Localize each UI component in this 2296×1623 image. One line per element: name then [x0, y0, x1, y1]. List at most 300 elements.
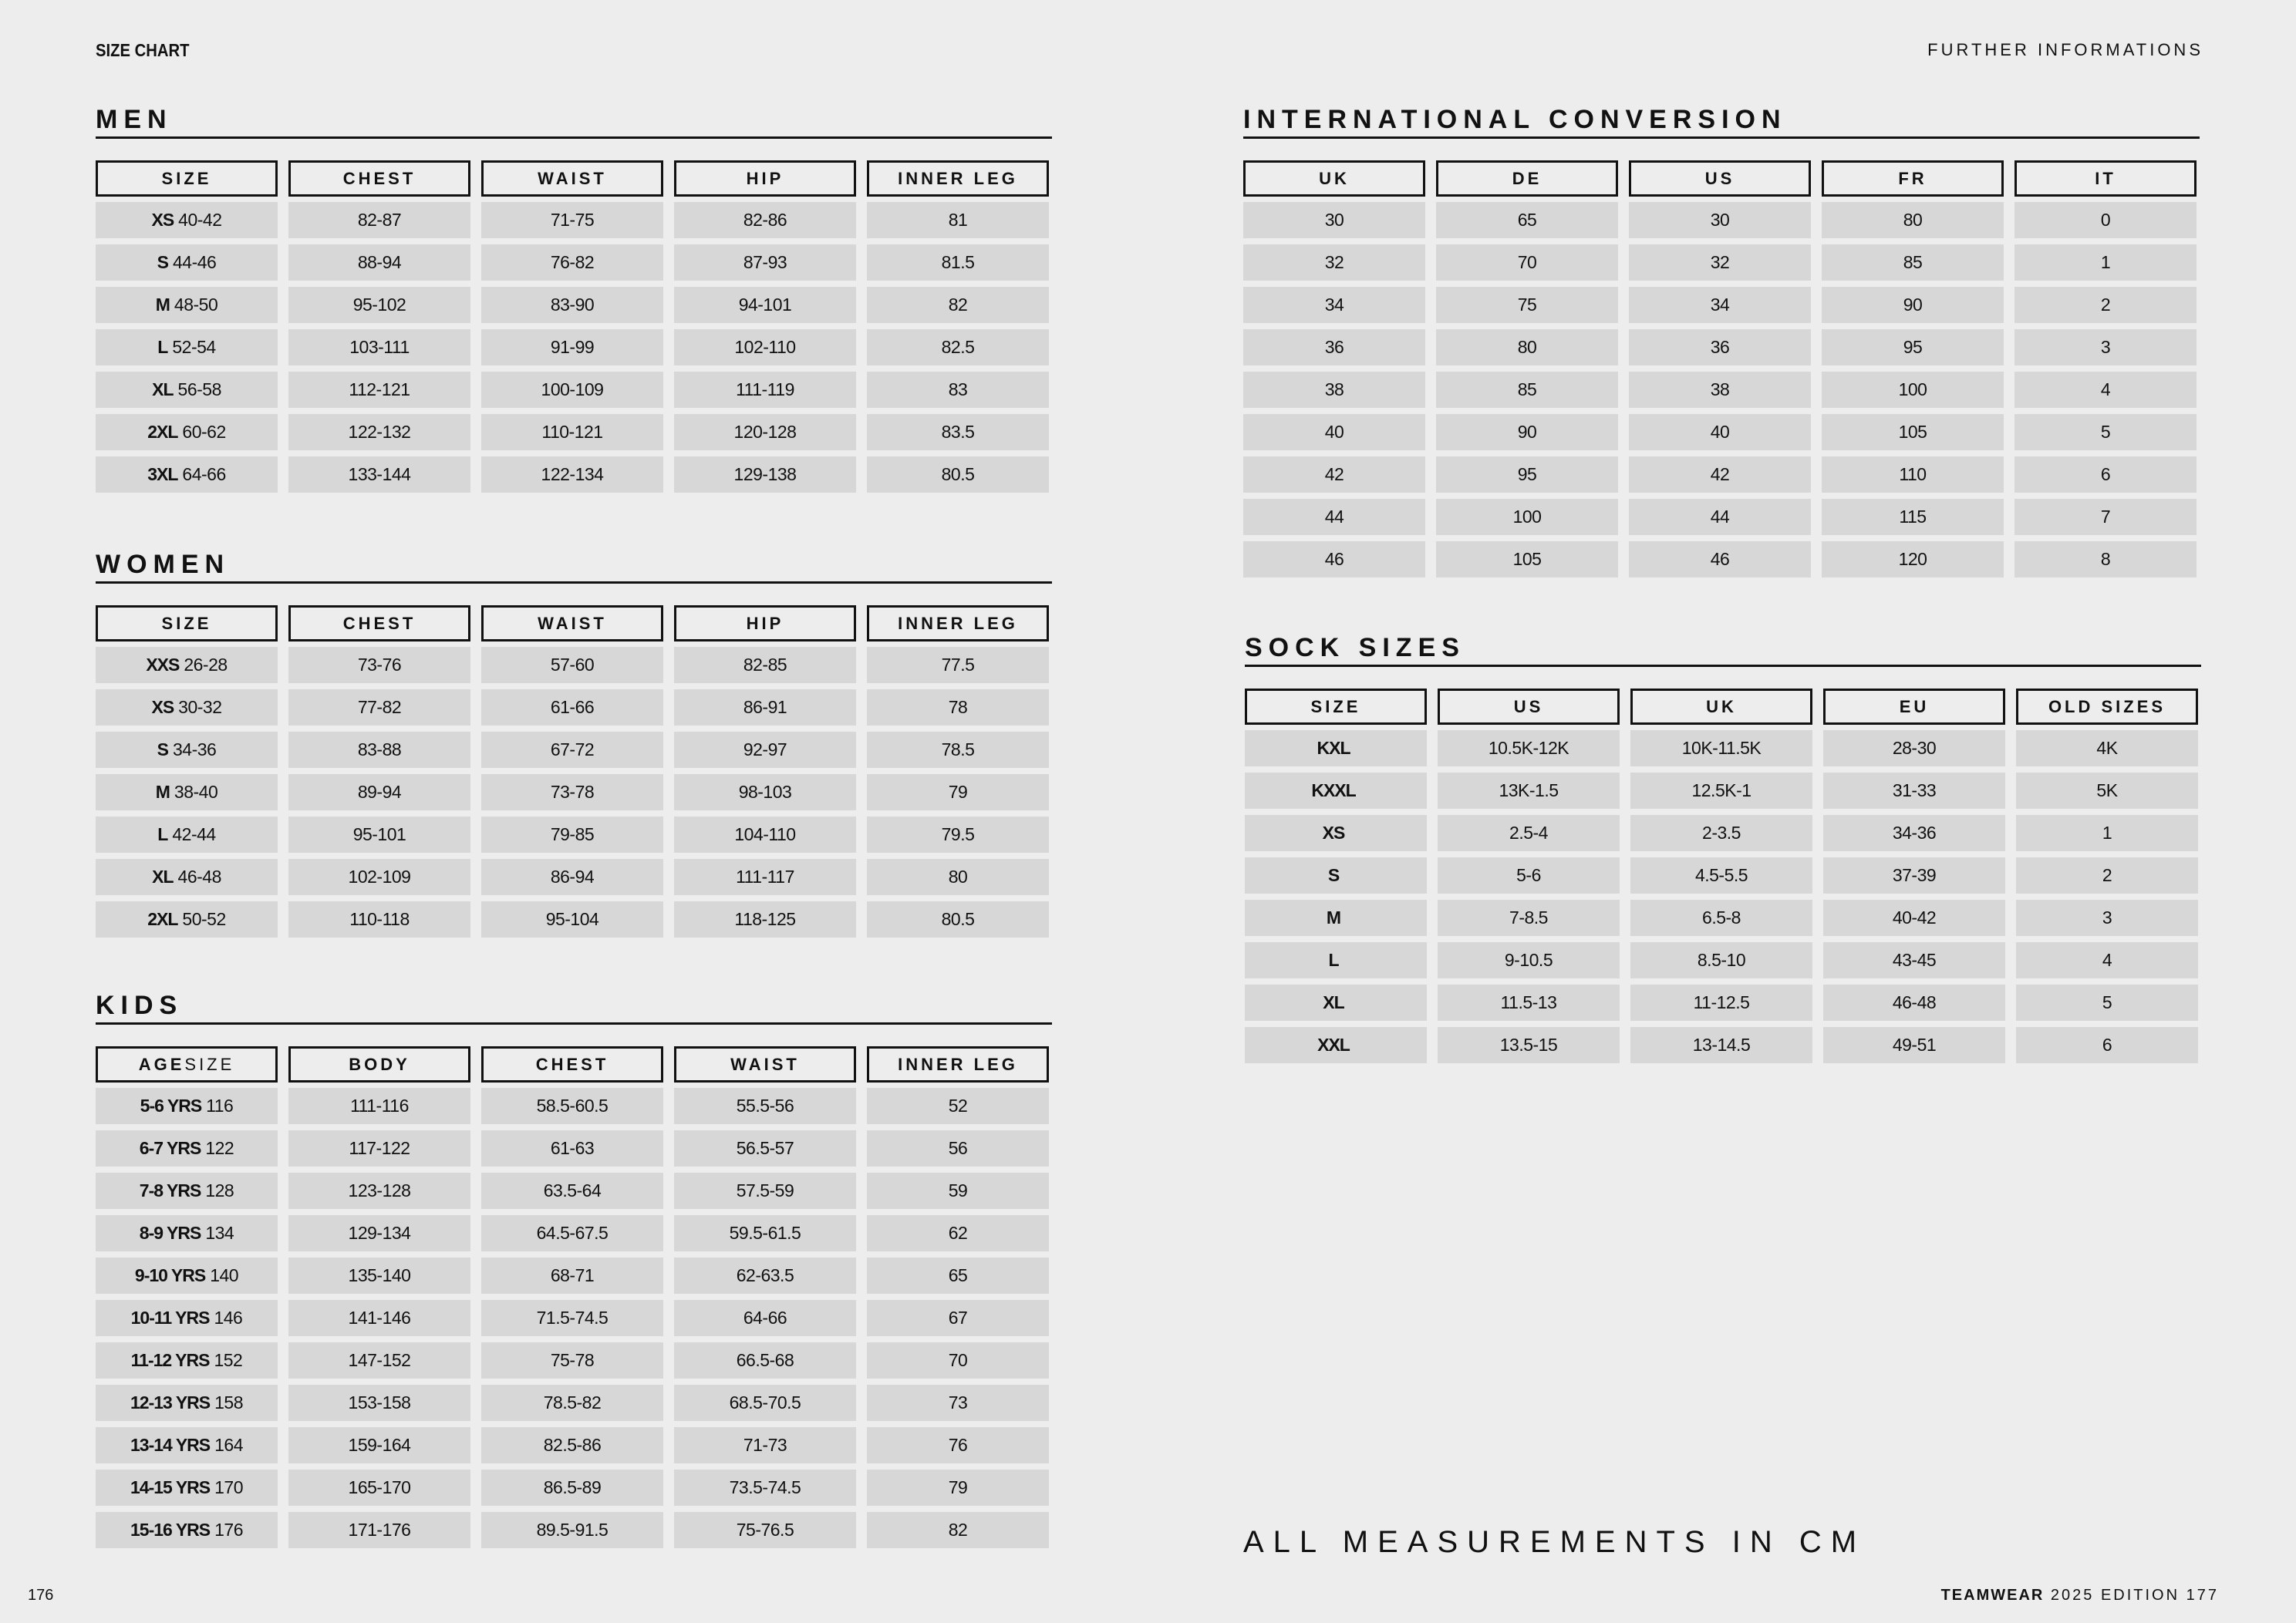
age-label: 12-13 YRS	[130, 1392, 211, 1413]
women-table	[96, 605, 1052, 944]
table-cell: 49-51	[1823, 1027, 2005, 1063]
size-label: XXL	[1317, 1035, 1350, 1055]
table-cell: 110	[1822, 456, 2004, 493]
table-cell: 73-76	[288, 647, 470, 683]
table-cell: 10K-11.5K	[1630, 730, 1812, 766]
column-header-age-size	[96, 1046, 278, 1083]
sock-size-cell	[1245, 900, 1427, 936]
header-right-title: FURTHER INFORMATIONS	[1927, 40, 2203, 59]
size-value: 40-42	[178, 210, 222, 230]
size-value: 26-28	[184, 655, 228, 675]
column-header: SIZE	[96, 160, 278, 197]
table-cell: 64-66	[674, 1300, 856, 1336]
table-cell: 68-71	[481, 1258, 663, 1294]
table-cell: 79	[867, 774, 1049, 810]
table-cell: 46	[1629, 541, 1811, 577]
table-cell: 3	[2016, 900, 2198, 936]
size-value: 50-52	[182, 909, 226, 929]
column-header: CHEST	[288, 160, 470, 197]
table-cell: 165-170	[288, 1470, 470, 1506]
table-cell: 36	[1629, 329, 1811, 365]
table-cell: 66.5-68	[674, 1342, 856, 1379]
table-cell: 82-85	[674, 647, 856, 683]
table-cell: 94-101	[674, 287, 856, 323]
table-cell: 82	[867, 1512, 1049, 1548]
table-cell: 70	[1436, 244, 1618, 281]
table-cell: 81.5	[867, 244, 1049, 281]
table-cell: 129-138	[674, 456, 856, 493]
size-value: 152	[214, 1350, 243, 1370]
age-label: 11-12 YRS	[130, 1350, 210, 1370]
column-header: OLD SIZES	[2016, 689, 2198, 725]
table-cell: 73.5-74.5	[674, 1470, 856, 1506]
brand-name: TEAMWEAR	[1940, 1587, 2045, 1604]
women-section	[96, 547, 1052, 944]
size-label: 2XL	[147, 909, 178, 929]
table-cell: 83-88	[288, 732, 470, 768]
table-cell: 55.5-56	[674, 1088, 856, 1124]
size-value: 134	[205, 1223, 234, 1243]
table-cell: 2	[2016, 857, 2198, 894]
table-cell: 40	[1629, 414, 1811, 450]
header-left-title: SIZE CHART	[96, 40, 190, 60]
size-cell	[96, 901, 278, 938]
table-cell: 71-73	[674, 1427, 856, 1463]
kids-title: KIDS	[96, 988, 1052, 1025]
column-header: US	[1438, 689, 1620, 725]
table-cell: 111-119	[674, 372, 856, 408]
size-label: 2XL	[147, 422, 178, 442]
table-cell: 147-152	[288, 1342, 470, 1379]
table-cell: 95-101	[288, 817, 470, 853]
table-cell: 79	[867, 1470, 1049, 1506]
table-cell: 71.5-74.5	[481, 1300, 663, 1336]
sock-size-cell	[1245, 773, 1427, 809]
table-cell: 110-121	[481, 414, 663, 450]
edition-label: 2025 EDITION	[2050, 1587, 2180, 1604]
table-cell: 7-8.5	[1438, 900, 1620, 936]
size-label: L	[157, 337, 168, 357]
size-cell	[96, 414, 278, 450]
size-cell	[96, 202, 278, 238]
table-cell: 1	[2016, 815, 2198, 851]
table-cell: 4	[2014, 372, 2197, 408]
table-cell: 63.5-64	[481, 1173, 663, 1209]
table-cell: 135-140	[288, 1258, 470, 1294]
column-header: CHEST	[481, 1046, 663, 1083]
table-cell: 37-39	[1823, 857, 2005, 894]
column-header: EU	[1823, 689, 2005, 725]
size-value: 128	[205, 1180, 234, 1200]
table-cell: 8.5-10	[1630, 942, 1812, 978]
table-cell: 6	[2016, 1027, 2198, 1063]
table-cell: 4K	[2016, 730, 2198, 766]
size-label: KXXL	[1311, 780, 1356, 800]
table-cell: 62-63.5	[674, 1258, 856, 1294]
column-header: SIZE	[1245, 689, 1427, 725]
socks-title: SOCK SIZES	[1245, 631, 2201, 667]
column-header: IT	[2014, 160, 2197, 197]
size-cell	[96, 859, 278, 895]
size-label: XL	[152, 379, 174, 399]
table-cell: 5	[2016, 985, 2198, 1021]
table-cell: 100	[1436, 499, 1618, 535]
table-cell: 75-76.5	[674, 1512, 856, 1548]
table-cell: 6.5-8	[1630, 900, 1812, 936]
table-cell: 43-45	[1823, 942, 2005, 978]
age-label: 14-15 YRS	[130, 1477, 211, 1497]
size-value: 64-66	[182, 464, 226, 484]
table-cell: 82-86	[674, 202, 856, 238]
table-cell: 159-164	[288, 1427, 470, 1463]
size-cell	[96, 817, 278, 853]
table-cell: 13K-1.5	[1438, 773, 1620, 809]
table-cell: 67	[867, 1300, 1049, 1336]
age-label: 9-10 YRS	[134, 1265, 206, 1285]
table-cell: 58.5-60.5	[481, 1088, 663, 1124]
table-cell: 76	[867, 1427, 1049, 1463]
table-cell: 82.5-86	[481, 1427, 663, 1463]
table-cell: 73	[867, 1385, 1049, 1421]
column-header: HIP	[674, 605, 856, 641]
table-cell: 64.5-67.5	[481, 1215, 663, 1251]
table-cell: 44	[1243, 499, 1425, 535]
table-cell: 4.5-5.5	[1630, 857, 1812, 894]
age-label: 13-14 YRS	[130, 1435, 211, 1455]
table-cell: 46	[1243, 541, 1425, 577]
table-cell: 11.5-13	[1438, 985, 1620, 1021]
age-size-cell	[96, 1512, 278, 1548]
size-value: 30-32	[178, 697, 222, 717]
table-cell: 80.5	[867, 456, 1049, 493]
table-cell: 82.5	[867, 329, 1049, 365]
size-label: KXL	[1317, 738, 1350, 758]
table-cell: 2	[2014, 287, 2197, 323]
table-cell: 2.5-4	[1438, 815, 1620, 851]
table-cell: 105	[1436, 541, 1618, 577]
column-header: UK	[1243, 160, 1425, 197]
table-cell: 79.5	[867, 817, 1049, 853]
age-size-cell	[96, 1300, 278, 1336]
table-cell: 13.5-15	[1438, 1027, 1620, 1063]
size-label: XS	[151, 210, 174, 230]
table-cell: 81	[867, 202, 1049, 238]
size-label: S	[157, 739, 168, 759]
size-value: 164	[214, 1435, 243, 1455]
table-cell: 30	[1243, 202, 1425, 238]
column-header: INNER LEG	[867, 1046, 1049, 1083]
sock-size-cell	[1245, 730, 1427, 766]
table-cell: 34	[1629, 287, 1811, 323]
table-cell: 83.5	[867, 414, 1049, 450]
table-cell: 34-36	[1823, 815, 2005, 851]
size-value: 56-58	[177, 379, 221, 399]
table-cell: 95-102	[288, 287, 470, 323]
table-cell: 38	[1243, 372, 1425, 408]
size-value: 146	[214, 1308, 243, 1328]
size-label: SIZE	[184, 1054, 235, 1074]
table-cell: 62	[867, 1215, 1049, 1251]
table-cell: 79-85	[481, 817, 663, 853]
table-cell: 118-125	[674, 901, 856, 938]
table-cell: 102-109	[288, 859, 470, 895]
age-size-cell	[96, 1130, 278, 1167]
men-table	[96, 160, 1052, 499]
table-cell: 73-78	[481, 774, 663, 810]
age-label: 15-16 YRS	[130, 1520, 211, 1540]
kids-section	[96, 988, 1052, 1554]
size-label: M	[155, 295, 170, 315]
table-cell: 153-158	[288, 1385, 470, 1421]
table-cell: 105	[1822, 414, 2004, 450]
table-cell: 123-128	[288, 1173, 470, 1209]
table-cell: 2-3.5	[1630, 815, 1812, 851]
size-label: XXS	[146, 655, 180, 675]
size-value: 122	[205, 1138, 234, 1158]
table-cell: 112-121	[288, 372, 470, 408]
size-cell	[96, 329, 278, 365]
age-size-cell	[96, 1258, 278, 1294]
table-cell: 5K	[2016, 773, 2198, 809]
table-cell: 95-104	[481, 901, 663, 938]
table-cell: 11-12.5	[1630, 985, 1812, 1021]
table-cell: 100	[1822, 372, 2004, 408]
sock-size-cell	[1245, 942, 1427, 978]
table-cell: 32	[1629, 244, 1811, 281]
table-cell: 42	[1629, 456, 1811, 493]
table-cell: 85	[1436, 372, 1618, 408]
table-cell: 86-91	[674, 689, 856, 726]
table-cell: 3	[2014, 329, 2197, 365]
table-cell: 67-72	[481, 732, 663, 768]
table-cell: 92-97	[674, 732, 856, 768]
table-cell: 57.5-59	[674, 1173, 856, 1209]
size-label: XL	[1323, 992, 1344, 1012]
size-cell	[96, 647, 278, 683]
table-cell: 75-78	[481, 1342, 663, 1379]
table-cell: 65	[867, 1258, 1049, 1294]
size-label: XS	[1322, 823, 1345, 843]
table-cell: 0	[2014, 202, 2197, 238]
size-label: XL	[152, 867, 174, 887]
table-cell: 111-117	[674, 859, 856, 895]
table-cell: 89-94	[288, 774, 470, 810]
table-cell: 40-42	[1823, 900, 2005, 936]
column-header: BODY	[288, 1046, 470, 1083]
table-cell: 56.5-57	[674, 1130, 856, 1167]
table-cell: 61-63	[481, 1130, 663, 1167]
women-title: WOMEN	[96, 547, 1052, 584]
table-cell: 104-110	[674, 817, 856, 853]
age-label: 5-6 YRS	[140, 1096, 202, 1116]
table-cell: 10.5K-12K	[1438, 730, 1620, 766]
size-value: 44-46	[173, 252, 217, 272]
size-label: L	[1328, 950, 1339, 970]
table-cell: 80	[1436, 329, 1618, 365]
age-label: 10-11 YRS	[130, 1308, 210, 1328]
table-cell: 12.5K-1	[1630, 773, 1812, 809]
size-label: S	[1327, 865, 1340, 885]
conversion-table	[1243, 160, 2200, 584]
age-size-cell	[96, 1470, 278, 1506]
table-cell: 90	[1436, 414, 1618, 450]
size-label: XS	[151, 697, 174, 717]
column-header: US	[1629, 160, 1811, 197]
table-cell: 56	[867, 1130, 1049, 1167]
table-cell: 7	[2014, 499, 2197, 535]
table-cell: 32	[1243, 244, 1425, 281]
table-cell: 59	[867, 1173, 1049, 1209]
footer-right	[1941, 1587, 2219, 1604]
men-title: MEN	[96, 103, 1052, 139]
size-value: 60-62	[182, 422, 226, 442]
socks-table	[1245, 689, 2201, 1069]
size-value: 158	[214, 1392, 243, 1413]
table-cell: 95	[1436, 456, 1618, 493]
table-cell: 171-176	[288, 1512, 470, 1548]
table-cell: 122-134	[481, 456, 663, 493]
size-value: 170	[214, 1477, 243, 1497]
size-label: M	[1326, 907, 1341, 928]
age-label: 8-9 YRS	[139, 1223, 201, 1243]
conversion-section	[1243, 103, 2200, 584]
size-cell	[96, 372, 278, 408]
table-cell: 82	[867, 287, 1049, 323]
table-cell: 75	[1436, 287, 1618, 323]
table-cell: 115	[1822, 499, 2004, 535]
size-value: 38-40	[174, 782, 218, 802]
table-cell: 71-75	[481, 202, 663, 238]
size-cell	[96, 689, 278, 726]
table-cell: 86.5-89	[481, 1470, 663, 1506]
table-cell: 31-33	[1823, 773, 2005, 809]
table-cell: 100-109	[481, 372, 663, 408]
age-size-cell	[96, 1427, 278, 1463]
table-cell: 111-116	[288, 1088, 470, 1124]
table-cell: 80.5	[867, 901, 1049, 938]
size-label: L	[157, 824, 168, 844]
size-cell	[96, 774, 278, 810]
age-label: 6-7 YRS	[139, 1138, 201, 1158]
table-cell: 1	[2014, 244, 2197, 281]
table-cell: 28-30	[1823, 730, 2005, 766]
table-cell: 77-82	[288, 689, 470, 726]
table-cell: 120	[1822, 541, 2004, 577]
table-cell: 120-128	[674, 414, 856, 450]
sock-size-cell	[1245, 815, 1427, 851]
table-cell: 6	[2014, 456, 2197, 493]
size-label: 3XL	[147, 464, 178, 484]
table-cell: 90	[1822, 287, 2004, 323]
table-cell: 83	[867, 372, 1049, 408]
table-cell: 85	[1822, 244, 2004, 281]
column-header: DE	[1436, 160, 1618, 197]
men-section	[96, 103, 1052, 499]
table-cell: 38	[1629, 372, 1811, 408]
table-cell: 68.5-70.5	[674, 1385, 856, 1421]
table-cell: 4	[2016, 942, 2198, 978]
size-value: 34-36	[173, 739, 217, 759]
size-cell	[96, 732, 278, 768]
table-cell: 117-122	[288, 1130, 470, 1167]
size-label: M	[155, 782, 170, 802]
table-cell: 61-66	[481, 689, 663, 726]
table-cell: 80	[867, 859, 1049, 895]
size-cell	[96, 244, 278, 281]
measurements-note: ALL MEASUREMENTS IN CM	[1243, 1525, 1866, 1559]
column-header: CHEST	[288, 605, 470, 641]
table-cell: 5	[2014, 414, 2197, 450]
table-cell: 46-48	[1823, 985, 2005, 1021]
column-header: INNER LEG	[867, 605, 1049, 641]
table-cell: 52	[867, 1088, 1049, 1124]
table-cell: 86-94	[481, 859, 663, 895]
age-label: 7-8 YRS	[139, 1180, 201, 1200]
conversion-title: INTERNATIONAL CONVERSION	[1243, 103, 2200, 139]
size-cell	[96, 456, 278, 493]
table-cell: 57-60	[481, 647, 663, 683]
size-value: 116	[206, 1096, 234, 1116]
page-number-left: 176	[28, 1587, 54, 1604]
table-cell: 95	[1822, 329, 2004, 365]
kids-table	[96, 1046, 1052, 1554]
age-size-cell	[96, 1088, 278, 1124]
page-number-right: 177	[2186, 1587, 2219, 1604]
table-cell: 59.5-61.5	[674, 1215, 856, 1251]
table-cell: 44	[1629, 499, 1811, 535]
table-cell: 65	[1436, 202, 1618, 238]
table-cell: 98-103	[674, 774, 856, 810]
column-header: WAIST	[674, 1046, 856, 1083]
size-value: 176	[214, 1520, 243, 1540]
table-cell: 78.5	[867, 732, 1049, 768]
table-cell: 133-144	[288, 456, 470, 493]
column-header: WAIST	[481, 605, 663, 641]
table-cell: 83-90	[481, 287, 663, 323]
size-value: 52-54	[172, 337, 216, 357]
table-cell: 42	[1243, 456, 1425, 493]
table-cell: 129-134	[288, 1215, 470, 1251]
table-cell: 30	[1629, 202, 1811, 238]
size-value: 48-50	[174, 295, 218, 315]
size-value: 140	[210, 1265, 239, 1285]
size-label: S	[157, 252, 168, 272]
table-cell: 141-146	[288, 1300, 470, 1336]
age-size-cell	[96, 1385, 278, 1421]
table-cell: 110-118	[288, 901, 470, 938]
column-header: WAIST	[481, 160, 663, 197]
table-cell: 13-14.5	[1630, 1027, 1812, 1063]
table-cell: 36	[1243, 329, 1425, 365]
table-cell: 78.5-82	[481, 1385, 663, 1421]
column-header: SIZE	[96, 605, 278, 641]
table-cell: 122-132	[288, 414, 470, 450]
age-size-cell	[96, 1173, 278, 1209]
table-cell: 9-10.5	[1438, 942, 1620, 978]
table-cell: 40	[1243, 414, 1425, 450]
table-cell: 82-87	[288, 202, 470, 238]
table-cell: 88-94	[288, 244, 470, 281]
column-header: UK	[1630, 689, 1812, 725]
table-cell: 76-82	[481, 244, 663, 281]
size-cell	[96, 287, 278, 323]
sock-size-cell	[1245, 857, 1427, 894]
table-cell: 91-99	[481, 329, 663, 365]
table-cell: 89.5-91.5	[481, 1512, 663, 1548]
table-cell: 77.5	[867, 647, 1049, 683]
age-label: AGE	[138, 1054, 185, 1074]
age-size-cell	[96, 1342, 278, 1379]
